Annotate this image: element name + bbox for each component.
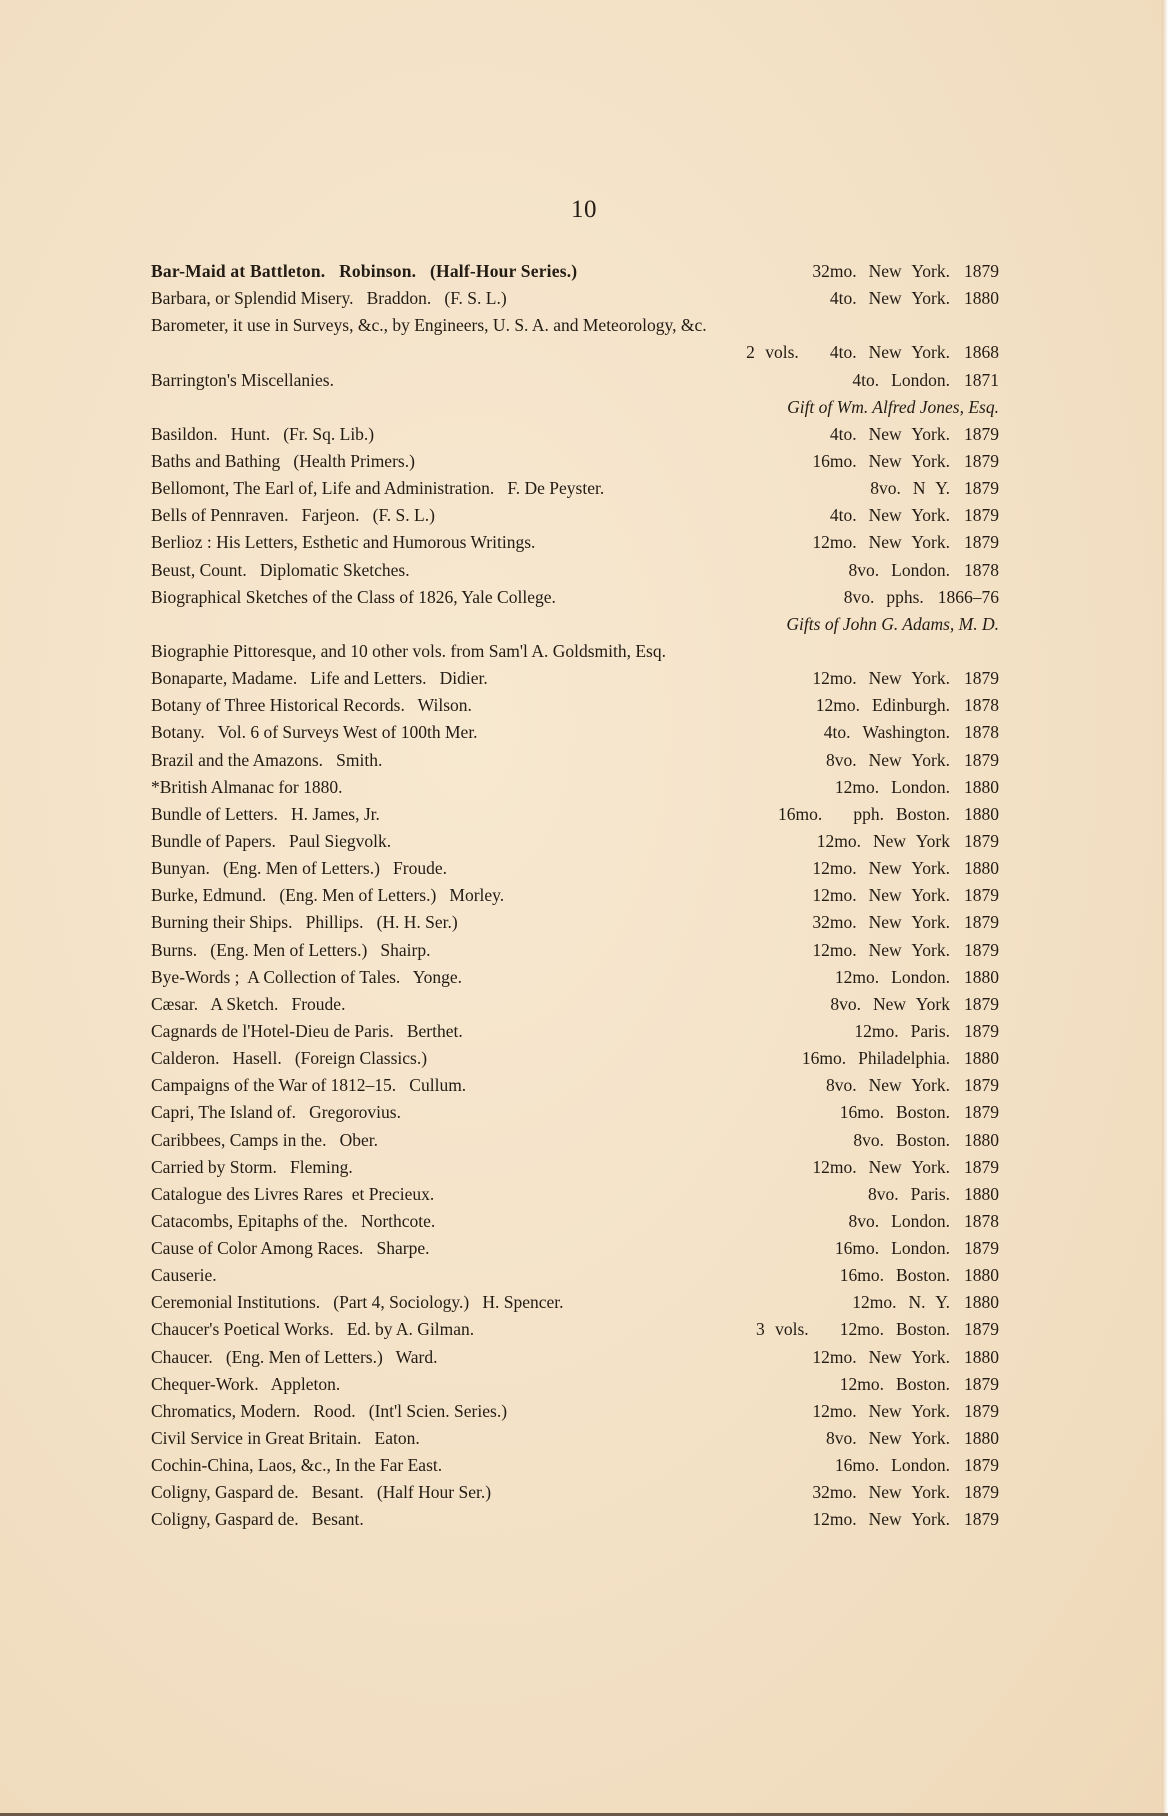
entry-format: 12mo. xyxy=(812,1346,857,1367)
entry-year: 1879 xyxy=(964,478,999,499)
catalogue-entry xyxy=(151,1235,999,1262)
entry-format: 32mo. xyxy=(812,261,857,281)
entry-place: Washington. xyxy=(862,722,950,743)
entry-year: 1879 xyxy=(964,1509,999,1530)
entry-title: Catalogue des Livres Rares et Precieux. xyxy=(151,1183,435,1204)
entry-format: 16mo. xyxy=(839,1265,885,1286)
gift-note xyxy=(151,611,999,638)
entry-year: 1880 xyxy=(964,1292,999,1313)
entry-format: 12mo. xyxy=(852,1292,897,1313)
entry-title: Baths and Bathing (Health Primers.) xyxy=(151,450,415,471)
page-edge-right xyxy=(1162,0,1168,1816)
entry-year: 1879 xyxy=(964,1102,999,1123)
entry-format: 8vo. xyxy=(868,1183,899,1204)
entry-publication xyxy=(812,1506,999,1533)
entry-publication xyxy=(812,882,999,909)
catalogue-entry xyxy=(151,1099,999,1126)
entry-publication xyxy=(835,964,999,991)
entry-title: Bye-Words ; A Collection of Tales. Yonge. xyxy=(151,966,463,987)
catalogue-entry xyxy=(151,448,999,475)
catalogue-entry xyxy=(151,1154,999,1181)
entry-format: 8vo. xyxy=(830,993,862,1014)
catalogue-entry xyxy=(151,1181,999,1208)
entry-format: 8vo. xyxy=(870,478,901,499)
entry-title: Bundle of Papers. Paul Siegvolk. xyxy=(151,830,392,851)
entry-publication xyxy=(812,909,999,936)
catalogue-entry xyxy=(151,1072,999,1099)
entry-title: Barrington's Miscellanies. xyxy=(151,369,334,390)
entry-title: Bar-Maid at Battleton. Robinson. (Half-Hour Series.) xyxy=(151,261,578,281)
entry-format: 4to. xyxy=(829,505,857,526)
catalogue-entry xyxy=(151,312,999,339)
entry-year: 1880 xyxy=(964,858,999,879)
entry-place: New York. xyxy=(868,1509,950,1530)
catalogue-entry xyxy=(151,529,999,556)
entry-format: 12mo. xyxy=(854,1020,899,1041)
catalogue-entry xyxy=(151,991,999,1018)
entry-year: 1879 xyxy=(964,1319,999,1340)
entry-title: *British Almanac for 1880. xyxy=(151,776,343,797)
entry-publication xyxy=(852,1289,999,1316)
entry-publication xyxy=(824,719,999,746)
entry-year: 1880 xyxy=(964,803,999,824)
entry-format: 16mo. xyxy=(834,1238,880,1259)
entry-place: New York. xyxy=(868,939,950,960)
entry-year: 1880 xyxy=(964,1048,999,1069)
catalogue-entry xyxy=(151,964,999,991)
entry-place: New York. xyxy=(868,532,950,553)
entry-place: New York. xyxy=(868,1428,950,1449)
entry-year: 1868 xyxy=(964,342,999,363)
entry-year: 1879 xyxy=(964,939,999,960)
entry-title: Bells of Pennraven. Farjeon. (F. S. L.) xyxy=(151,505,435,526)
entry-year: 1879 xyxy=(964,1373,999,1394)
entry-title: Caribbees, Camps in the. Ober. xyxy=(151,1129,378,1150)
entry-place: New York. xyxy=(868,1346,950,1367)
entry-format: 12mo. xyxy=(812,885,857,906)
entry-place: London. xyxy=(891,1238,950,1259)
entry-title: Burning their Ships. Phillips. (H. H. Ser.) xyxy=(151,912,458,933)
entry-title: Basildon. Hunt. (Fr. Sq. Lib.) xyxy=(151,423,375,444)
entry-format: 12mo. xyxy=(834,776,880,797)
entry-publication xyxy=(853,1127,999,1154)
catalogue-entry xyxy=(151,801,999,828)
catalogue-entry xyxy=(151,1371,999,1398)
entry-place: Boston. xyxy=(896,1129,950,1150)
entry-year: 1879 xyxy=(964,830,999,851)
catalogue-entry xyxy=(151,1425,999,1452)
entry-title: Bundle of Letters. H. James, Jr. xyxy=(151,803,380,824)
entry-format: 4to. xyxy=(829,423,857,444)
entry-title: Bunyan. (Eng. Men of Letters.) Froude. xyxy=(151,858,447,879)
entry-title: Beust, Count. Diplomatic Sketches. xyxy=(151,559,410,580)
entry-title: Bellomont, The Earl of, Life and Administration. F. De Peyster. xyxy=(151,478,605,499)
entry-year: 1879 xyxy=(964,885,999,906)
catalogue-entry xyxy=(151,1344,999,1371)
entry-publication xyxy=(812,448,999,475)
entry-format: 16mo. pph. xyxy=(778,803,885,824)
catalogue-list xyxy=(151,258,999,1534)
entry-publication xyxy=(849,557,999,584)
entry-publication xyxy=(844,584,999,611)
entry-title: Coligny, Gaspard de. Besant. (Half Hour Ser.) xyxy=(151,1482,492,1503)
entry-format: 8vo. xyxy=(843,586,875,607)
catalogue-entry xyxy=(151,1506,999,1533)
entry-year: 1878 xyxy=(964,695,999,716)
entry-year: 1879 xyxy=(964,423,999,444)
entry-publication xyxy=(826,747,999,774)
entry-year: 1880 xyxy=(964,1129,999,1150)
entry-place: New York. xyxy=(868,858,950,879)
entry-year: 1879 xyxy=(964,912,999,933)
entry-year: 1879 xyxy=(964,532,999,553)
entry-place: New York. xyxy=(868,423,950,444)
catalogue-entry xyxy=(151,258,999,285)
entry-year: 1879 xyxy=(964,1238,999,1259)
entry-format: 16mo. xyxy=(801,1048,847,1069)
entry-publication xyxy=(812,1344,999,1371)
entry-year: 1880 xyxy=(964,1183,999,1204)
entry-title: Campaigns of the War of 1812–15. Cullum. xyxy=(151,1075,467,1096)
entry-year: 1866–76 xyxy=(937,586,999,607)
entry-format: 12mo. xyxy=(812,668,857,689)
entry-publication xyxy=(830,421,999,448)
entry-place: New York. xyxy=(868,1400,950,1421)
gift-note xyxy=(151,394,999,421)
entry-year: 1880 xyxy=(964,1346,999,1367)
entry-title: Botany of Three Historical Records. Wilson. xyxy=(151,695,472,716)
entry-year: 1879 xyxy=(964,1482,999,1503)
entry-publication xyxy=(849,1208,999,1235)
entry-publication xyxy=(746,339,999,366)
entry-year: 1879 xyxy=(964,261,999,281)
entry-format: 12mo. xyxy=(815,695,861,716)
entry-place: pphs. xyxy=(886,586,924,607)
catalogue-entry xyxy=(151,638,999,665)
entry-title: Berlioz : His Letters, Esthetic and Humorous Writings. xyxy=(151,532,536,553)
entry-title: Chequer-Work. Appleton. xyxy=(151,1373,341,1394)
entry-publication xyxy=(802,1045,999,1072)
catalogue-entry xyxy=(151,557,999,584)
entry-place: Edinburgh. xyxy=(872,695,950,716)
entry-place: Boston. xyxy=(896,1265,950,1286)
catalogue-entry xyxy=(151,1289,999,1316)
entry-format: 32mo. xyxy=(812,1482,857,1503)
entry-format: 4to. xyxy=(829,288,857,309)
entry-title: Cochin-China, Laos, &c., In the Far East. xyxy=(151,1455,443,1476)
entry-place: Philadelphia. xyxy=(858,1048,950,1069)
entry-publication xyxy=(830,991,999,1018)
catalogue-entry xyxy=(151,1316,999,1343)
entry-format: 12mo. xyxy=(812,939,857,960)
entry-publication xyxy=(778,801,999,828)
catalogue-entry xyxy=(151,1479,999,1506)
entry-format: 16mo. xyxy=(812,450,857,471)
entry-publication xyxy=(812,665,999,692)
catalogue-entry xyxy=(151,584,999,611)
entry-year: 1879 xyxy=(964,1075,999,1096)
entry-year: 1878 xyxy=(964,1210,999,1231)
entry-place: London. xyxy=(891,559,950,580)
entry-title: Chaucer's Poetical Works. Ed. by A. Gilman. xyxy=(151,1319,475,1340)
catalogue-entry xyxy=(151,828,999,855)
entry-publication xyxy=(830,502,999,529)
catalogue-entry xyxy=(151,937,999,964)
entry-publication xyxy=(812,258,999,285)
entry-publication xyxy=(852,367,999,394)
entry-format: 2 vols. 4to. xyxy=(746,342,857,363)
entry-title: Burke, Edmund. (Eng. Men of Letters.) Morley. xyxy=(151,885,505,906)
entry-title: Carried by Storm. Fleming. xyxy=(151,1156,353,1177)
entry-publication xyxy=(835,1452,999,1479)
entry-title: Cause of Color Among Races. Sharpe. xyxy=(151,1238,430,1259)
entry-year: 1879 xyxy=(964,668,999,689)
entry-year: 1879 xyxy=(964,1400,999,1421)
entry-format: 8vo. xyxy=(826,1428,857,1449)
entry-title: Botany. Vol. 6 of Surveys West of 100th Mer. xyxy=(151,722,478,743)
entry-publication xyxy=(835,1235,999,1262)
entry-title: Cagnards de l'Hotel-Dieu de Paris. Berthet. xyxy=(151,1020,463,1041)
entry-title: Barometer, it use in Surveys, &c., by Engineers, U. S. A. and Meteorology, &c. xyxy=(151,315,707,336)
entry-place: London. xyxy=(891,1455,950,1476)
entry-publication xyxy=(812,855,999,882)
catalogue-entry xyxy=(151,909,999,936)
entry-format: 12mo. xyxy=(812,532,857,553)
entry-publication xyxy=(812,937,999,964)
entry-title: Cæsar. A Sketch. Froude. xyxy=(151,993,346,1014)
catalogue-entry xyxy=(151,421,999,448)
entry-publication xyxy=(812,1398,999,1425)
entry-format: 12mo. xyxy=(816,830,862,851)
entry-format: 4to. xyxy=(823,722,851,743)
entry-format: 8vo. xyxy=(848,1210,880,1231)
entry-publication xyxy=(840,1371,999,1398)
entry-title: Biographie Pittoresque, and 10 other vols. from Sam'l A. Goldsmith, Esq. xyxy=(151,640,666,661)
catalogue-entry xyxy=(151,339,999,366)
entry-title: Capri, The Island of. Gregorovius. xyxy=(151,1102,401,1123)
entry-year: 1880 xyxy=(964,288,999,309)
catalogue-entry xyxy=(151,1262,999,1289)
entry-format: 12mo. xyxy=(839,1373,885,1394)
entry-place: London. xyxy=(891,1210,950,1231)
catalogue-entry xyxy=(151,882,999,909)
entry-place: New York. xyxy=(868,342,950,363)
entry-publication xyxy=(812,1479,999,1506)
entry-title: Catacombs, Epitaphs of the. Northcote. xyxy=(151,1210,436,1231)
gift-attribution: Gifts of John G. Adams, M. D. xyxy=(786,613,999,634)
entry-format: 32mo. xyxy=(812,912,857,933)
entry-publication xyxy=(812,529,999,556)
entry-format: 4to. xyxy=(852,369,880,390)
entry-year: 1880 xyxy=(964,1428,999,1449)
entry-year: 1879 xyxy=(964,1455,999,1476)
entry-format: 16mo. xyxy=(839,1102,885,1123)
entry-title: Chaucer. (Eng. Men of Letters.) Ward. xyxy=(151,1346,438,1367)
entry-format: 8vo. xyxy=(853,1129,885,1150)
catalogue-entry xyxy=(151,719,999,746)
entry-title: Bonaparte, Madame. Life and Letters. Didier. xyxy=(151,668,488,689)
entry-place: London. xyxy=(891,966,950,987)
catalogue-entry xyxy=(151,774,999,801)
catalogue-entry xyxy=(151,665,999,692)
entry-publication xyxy=(817,828,999,855)
entry-place: Paris. xyxy=(910,1020,950,1041)
entry-format: 8vo. xyxy=(848,559,880,580)
entry-place: London. xyxy=(891,369,950,390)
catalogue-entry xyxy=(151,285,999,312)
catalogue-entry xyxy=(151,1045,999,1072)
entry-year: 1879 xyxy=(964,993,999,1014)
entry-format: 12mo. xyxy=(812,1509,857,1530)
entry-place: New York xyxy=(873,830,950,851)
catalogue-entry xyxy=(151,1018,999,1045)
catalogue-entry xyxy=(151,475,999,502)
entry-format: 12mo. xyxy=(834,966,880,987)
entry-title: Chromatics, Modern. Rood. (Int'l Scien. Series.) xyxy=(151,1400,508,1421)
catalogue-entry xyxy=(151,855,999,882)
entry-place: New York. xyxy=(868,1156,950,1177)
catalogue-entry xyxy=(151,747,999,774)
entry-title: Biographical Sketches of the Class of 1826, Yale College. xyxy=(151,586,556,607)
entry-place: London. xyxy=(891,776,950,797)
entry-format: 12mo. xyxy=(812,1400,857,1421)
entry-place: New York. xyxy=(868,261,950,281)
entry-year: 1879 xyxy=(964,1156,999,1177)
entry-year: 1879 xyxy=(964,450,999,471)
catalogue-entry xyxy=(151,1398,999,1425)
catalogue-entry xyxy=(151,1127,999,1154)
entry-publication xyxy=(854,1018,999,1045)
entry-publication xyxy=(756,1316,999,1343)
entry-place: New York. xyxy=(868,505,950,526)
entry-title: Causerie. xyxy=(151,1265,217,1286)
entry-publication xyxy=(812,1154,999,1181)
entry-year: 1879 xyxy=(964,1020,999,1041)
entry-place: Boston. xyxy=(896,1102,950,1123)
entry-place: N Y. xyxy=(912,478,950,499)
entry-publication xyxy=(840,1262,999,1289)
entry-place: Boston. xyxy=(896,803,950,824)
catalogue-entry xyxy=(151,1452,999,1479)
entry-place: New York. xyxy=(868,1075,950,1096)
entry-place: New York xyxy=(873,993,950,1014)
entry-place: New York. xyxy=(868,885,950,906)
entry-publication xyxy=(816,692,999,719)
entry-title: Ceremonial Institutions. (Part 4, Sociology.) H. Spencer. xyxy=(151,1292,564,1313)
entry-year: 1879 xyxy=(964,505,999,526)
entry-place: New York. xyxy=(868,1482,950,1503)
entry-year: 1878 xyxy=(964,722,999,743)
catalogue-entry xyxy=(151,1208,999,1235)
entry-title: Coligny, Gaspard de. Besant. xyxy=(151,1509,364,1530)
entry-place: New York. xyxy=(868,450,950,471)
entry-format: 8vo. xyxy=(826,1075,857,1096)
entry-format: 12mo. xyxy=(812,858,857,879)
entry-place: Boston. xyxy=(896,1373,950,1394)
entry-format: 12mo. xyxy=(812,1156,857,1177)
entry-title: Calderon. Hasell. (Foreign Classics.) xyxy=(151,1048,428,1069)
entry-place: New York. xyxy=(868,749,950,770)
entry-publication xyxy=(870,475,999,502)
entry-place: Paris. xyxy=(910,1183,950,1204)
entry-title: Barbara, or Splendid Misery. Braddon. (F. S. L.) xyxy=(151,288,507,309)
entry-place: New York. xyxy=(868,668,950,689)
page-number: 10 xyxy=(571,196,597,223)
entry-title: Burns. (Eng. Men of Letters.) Shairp. xyxy=(151,939,431,960)
entry-title: Brazil and the Amazons. Smith. xyxy=(151,749,383,770)
entry-format: 16mo. xyxy=(834,1455,880,1476)
entry-publication xyxy=(826,1425,999,1452)
entry-publication xyxy=(868,1181,999,1208)
catalogue-entry xyxy=(151,502,999,529)
entry-publication xyxy=(830,285,999,312)
entry-place: Boston. xyxy=(896,1319,950,1340)
entry-title: Civil Service in Great Britain. Eaton. xyxy=(151,1428,420,1449)
entry-year: 1880 xyxy=(964,966,999,987)
entry-publication xyxy=(826,1072,999,1099)
entry-publication xyxy=(840,1099,999,1126)
entry-place: New York. xyxy=(868,288,950,309)
catalogue-entry xyxy=(151,367,999,394)
entry-format: 8vo. xyxy=(826,749,857,770)
entry-year: 1878 xyxy=(964,559,999,580)
entry-year: 1879 xyxy=(964,749,999,770)
entry-place: N. Y. xyxy=(908,1292,950,1313)
entry-publication xyxy=(835,774,999,801)
catalogue-entry xyxy=(151,692,999,719)
entry-year: 1880 xyxy=(964,1265,999,1286)
entry-year: 1880 xyxy=(964,776,999,797)
entry-year: 1871 xyxy=(964,369,999,390)
gift-attribution: Gift of Wm. Alfred Jones, Esq. xyxy=(787,396,999,417)
entry-place: New York. xyxy=(868,912,950,933)
entry-format: 3 vols. 12mo. xyxy=(755,1319,885,1340)
